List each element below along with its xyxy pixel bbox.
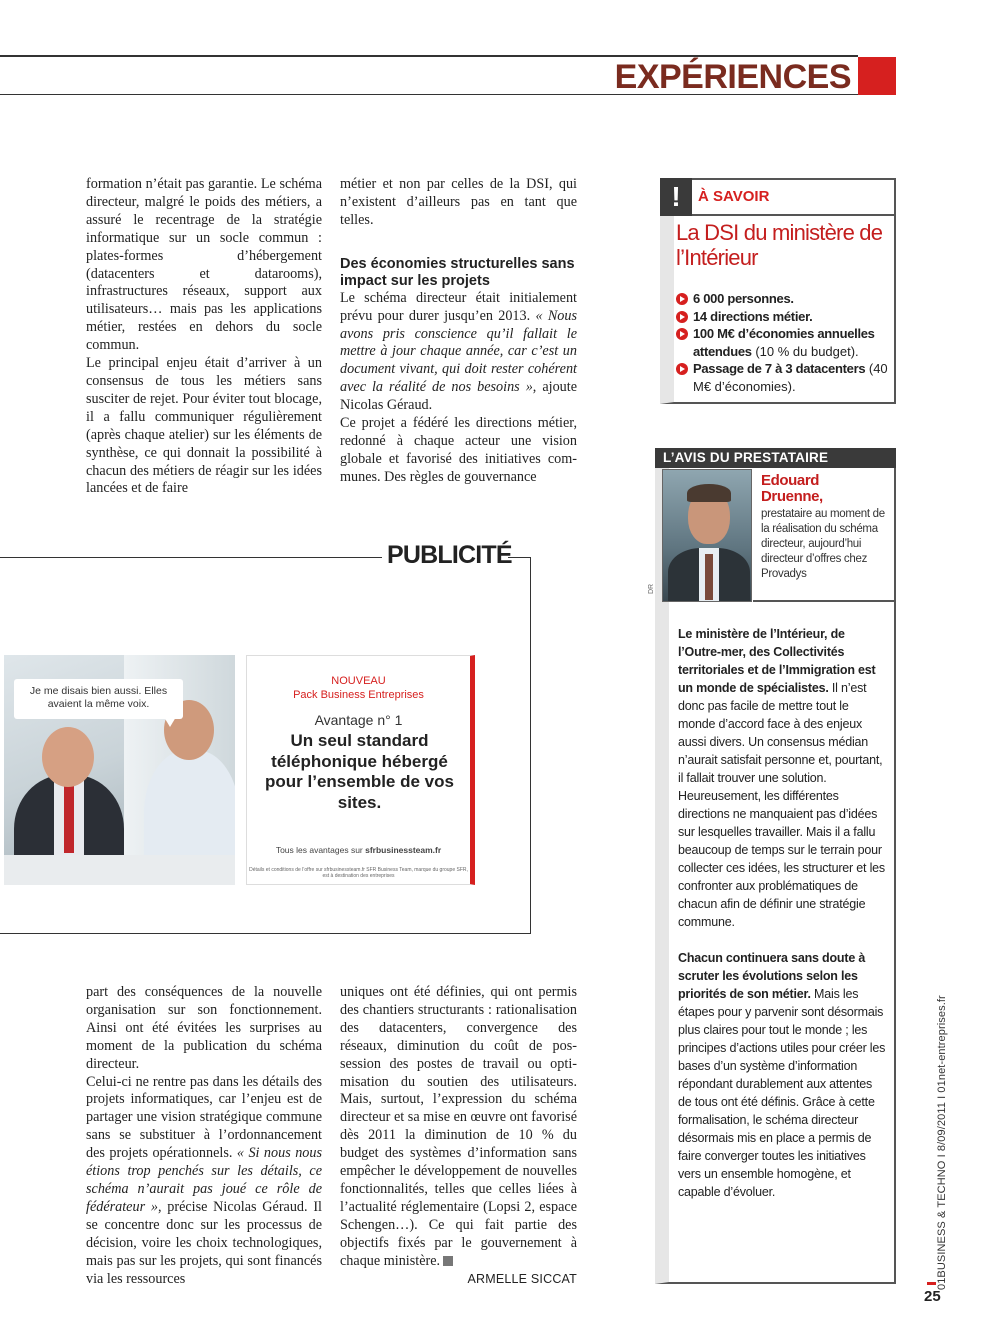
ad-avantage: Avantage n° 1 bbox=[314, 712, 403, 728]
paragraph: uniques ont été définies, qui ont permis des chantiers structurants : rationalisation des datacenters, convergence des réseaux, diminution du coût de possession des postes de travail ou optimisation du soutien des utilisateurs. Mais, surtout, l’expression du schéma directeur et sa mise en œuvre ont favorisé dès 2011 la diminution de 10 % du budget des systèmes d’information sans empêcher le développement de nouvelles fonctionnalités, telles que celles liées à l’actualité réglementaire (Lopsi 2, espace Schengen…). Ce qui fait partie des objectifs fixés par le gouvernement à chaque ministère. bbox=[340, 984, 577, 1269]
photo-credit: DR bbox=[648, 583, 655, 594]
ad-nouveau: NOUVEAU bbox=[331, 675, 386, 687]
paragraph: Ce projet a fédéré les directions métier, redonné à chaque acteur une vision globale et favorisé des initiatives communes. Des règles de gouvernance bbox=[340, 415, 577, 485]
list-item: Passage de 7 à 3 datacenters (40 M€ d’économies). bbox=[676, 360, 898, 395]
divider bbox=[753, 600, 894, 602]
bullet-arrow-icon bbox=[676, 328, 688, 340]
portrait-photo bbox=[662, 469, 752, 602]
paragraph: Celui-ci ne rentre pas dans les détails des projets informatiques, car l’enjeu est de partager une vision stratégique commune sans se substituer à l’ordonnancement des projets opérationnels. « Si nous nous étions trop penchés sur les détails, ce schéma n’aurait pas joué ce rôle de fédérateur », précise Nicolas Géraud. Il se concentre donc sur les processus de décision, voire les choix technologiques, mais pas sur les projets, qui sont financés via les ressources bbox=[86, 1073, 322, 1287]
bullet-arrow-icon bbox=[676, 311, 688, 323]
article-col1-bottom bbox=[86, 984, 322, 1288]
ad-fine-print: Détails et conditions de l’offre sur sfrbusinessteam.fr SFR Business Team, marque du groupe SFR, est à destination des entreprises bbox=[249, 867, 468, 879]
section-color-tab bbox=[858, 57, 896, 95]
paragraph: part des conséquences de la nouvelle organisation sur son fonctionnement. Ainsi ont été évitées les surprises au moment de la publication du schéma directeur. bbox=[86, 984, 322, 1072]
folio-mark bbox=[927, 1282, 936, 1285]
article-col2-bottom bbox=[340, 984, 577, 1288]
folio-side-text: 01BUSINESS & TECHNO I 8/09/2011 I 01net-entreprises.fr bbox=[936, 995, 948, 1290]
avis-text bbox=[678, 625, 888, 1219]
a-savoir-box bbox=[660, 178, 896, 404]
paragraph: Chacun continuera sans doute à scruter les évolutions selon les priorités de son métier. Mais les étapes pour y parvenir sont désormais plus claires pour tout le monde ; les principes d’actions utiles pour créer les bases d’un système d’information répondant durablement aux attentes de tous ont été définis. Grâce à cette formalisation, le schéma directeur désormais mis en place a permis de faire converger toutes les initiatives vers un ensemble homogène, et capable d’évoluer. bbox=[678, 951, 886, 1199]
header-rule-top bbox=[0, 55, 858, 57]
list-item: 100 M€ d’économies annuelles attendues (10 % du budget). bbox=[676, 325, 898, 360]
paragraph: métier et non par celles de la DSI, qui n’existent d’ailleurs pas en tant que telles. bbox=[340, 176, 577, 228]
pub-frame-top-left bbox=[0, 557, 382, 558]
a-savoir-title: La DSI du ministère de l’Intérieur bbox=[676, 220, 883, 270]
paragraph: Le principal enjeu était d’arriver à un consensus de tous les métiers sans susciter de rejet. Pour éviter tout blocage, il a fallu communiquer régulièrement (après chaque atelier) sur les éléments de synthèse, ce qui donnait la possibilité à chacun des métiers de réagir sur les idées lancées et de faire bbox=[86, 355, 322, 497]
ad-link-line: Tous les avantages sur sfrbusinessteam.fr bbox=[275, 845, 442, 855]
exclamation-icon: ! bbox=[660, 178, 692, 216]
end-mark-icon bbox=[443, 1256, 453, 1266]
subheading: Des économies structurelles sans impact sur les projets bbox=[340, 255, 575, 289]
list-item: 6 000 personnes. bbox=[676, 290, 898, 308]
ad-pack: Pack Business Entreprises bbox=[293, 689, 424, 701]
ad-site-link[interactable]: sfrbusinessteam.fr bbox=[365, 845, 442, 855]
paragraph: Le ministère de l’Intérieur, de l’Outre-mer, des Collectivités territoriales et de l’Immigration est un monde de spécialistes. Il n’est donc pas facile de mettre tout le monde d’accord face à des enjeux aussi divers. Un consensus médian n’aurait satisfait personne et, pourtant, il fallait trouver une solution. Heureusement, les différentes directions ne manquaient pas d’idées sur lesquelles travailler. Mais il a fallu beaucoup de temps sur le terrain pour collecter ces idées, les structurer et les confronter aux problématiques de chacun afin de définir une stratégie commune. bbox=[678, 627, 885, 929]
bullet-arrow-icon bbox=[676, 363, 688, 375]
divider bbox=[692, 214, 894, 216]
pub-frame-right bbox=[530, 557, 531, 934]
bullet-arrow-icon bbox=[676, 293, 688, 305]
ad-card bbox=[246, 655, 475, 885]
section-title: EXPÉRIENCES bbox=[614, 58, 851, 96]
article-col2-top bbox=[340, 176, 577, 487]
author-signature: ARMELLE SICCAT bbox=[467, 1271, 577, 1286]
pub-frame-bottom bbox=[0, 933, 531, 934]
article-col1-top bbox=[86, 176, 322, 498]
a-savoir-list bbox=[676, 290, 898, 395]
list-item: 14 directions métier. bbox=[676, 308, 898, 326]
page-number: 25 bbox=[924, 1288, 941, 1305]
person-name: Edouard Druenne, bbox=[761, 472, 823, 505]
avis-header: L’AVIS DU PRESTATAIRE bbox=[655, 448, 896, 468]
ad-speech-bubble: Je me disais bien aussi. Elles avaient la même voix. bbox=[14, 679, 183, 719]
a-savoir-kicker: À SAVOIR bbox=[698, 188, 770, 205]
ad-headline: Un seul standard téléphonique hébergé pour l’ensemble de vos sites. bbox=[265, 731, 454, 812]
publicite-label: PUBLICITÉ bbox=[387, 541, 512, 569]
paragraph: Le schéma directeur était initialement prévu pour durer jusqu’en 2013. « Nous avons pris conscience qu’il fallait le mettre à jour chaque année, car c’est un document vivant, qui doit rester cohérent avec la réalité de nos besoins », ajoute Nicolas Géraud. bbox=[340, 289, 578, 414]
paragraph: formation n’était pas garantie. Le schéma directeur, malgré le poids des métiers, a assuré le recentrage de la stratégie informatique sur un socle commun : plates-formes d’hébergement (datacenters et datarooms), infrastructures réseaux, support aux utilisateurs… mais pas les applications métier, restées en dehors du socle commun. bbox=[86, 176, 322, 354]
person-role: prestataire au moment de la réalisation du schéma directeur, aujourd’hui directeur d’offres chez Provadys bbox=[761, 508, 885, 580]
